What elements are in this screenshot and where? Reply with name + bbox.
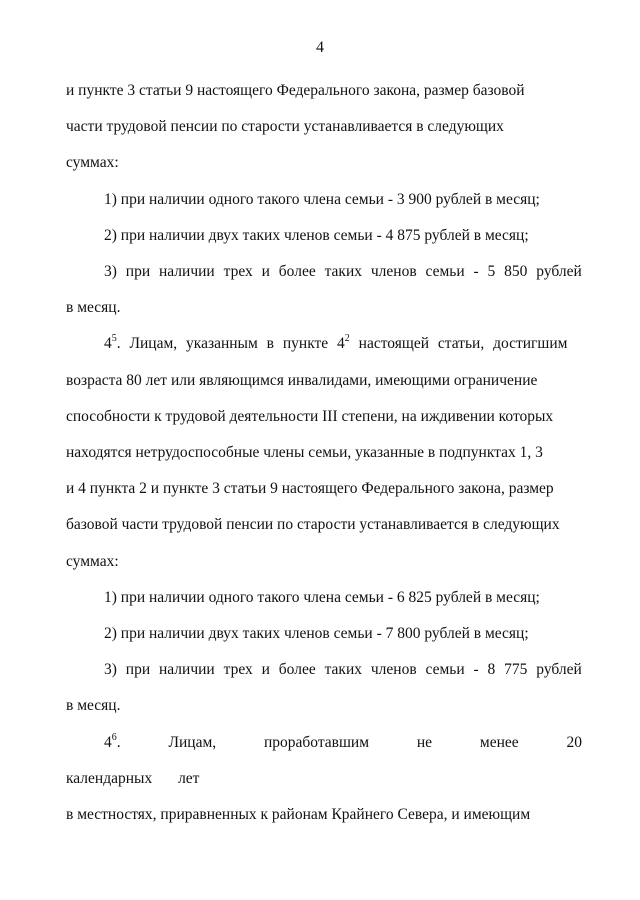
paragraph-heading-line: [66, 725, 582, 797]
list-item: 3) при наличии трех и более таких членов семьи - 8 775 рублей: [104, 661, 582, 679]
paragraph-line: и 4 пункта 2 и пункте 3 статьи 9 настоящего Федерального закона, размер: [66, 480, 554, 498]
list-item: 1) при наличии одного такого члена семьи - 6 825 рублей в месяц;: [104, 588, 540, 606]
paragraph-line: суммах:: [66, 154, 119, 172]
paragraph-text: . Лицам, проработавшим не менее 20 календарных лет: [66, 733, 582, 787]
paragraph-number: 4: [104, 335, 112, 353]
paragraph-number-superscript: 6: [111, 731, 117, 743]
paragraph-number-superscript: 5: [111, 333, 117, 345]
paragraph-line: в местностях, приравненных к районам Крайнего Севера, и имеющим: [66, 806, 531, 824]
reference-superscript: 2: [344, 333, 350, 345]
paragraph-line: возраста 80 лет или являющимся инвалидами, имеющими ограничение: [66, 371, 538, 389]
list-item-tail: в месяц.: [66, 697, 121, 715]
document-body: [66, 73, 582, 833]
list-item: 3) при наличии трех и более таких членов семьи - 5 850 рублей: [104, 263, 582, 281]
list-item: 2) при наличии двух таких членов семьи - 7 800 рублей в месяц;: [104, 625, 529, 643]
paragraph-number: 4: [104, 733, 112, 751]
paragraph-line: суммах:: [66, 552, 119, 570]
paragraph-line: и пункте 3 статьи 9 настоящего Федерального закона, размер базовой: [66, 82, 525, 99]
list-item-tail: в месяц.: [66, 299, 121, 317]
paragraph-line: части трудовой пенсии по старости устанавливается в следующих: [66, 118, 504, 136]
paragraph-text: . Лицам, указанным в пункте 4: [116, 335, 345, 353]
paragraph-line: способности к трудовой деятельности III степени, на иждивении которых: [66, 407, 554, 425]
paragraph-line: находятся нетрудоспособные члены семьи, указанные в подпунктах 1, 3: [66, 444, 543, 462]
paragraph-text: настоящей статьи, достигшим: [349, 335, 568, 353]
list-item: 1) при наличии одного такого члена семьи - 3 900 рублей в месяц;: [104, 190, 540, 208]
page-number: 4: [316, 39, 324, 56]
paragraph-line: базовой части трудовой пенсии по старости устанавливается в следующих: [66, 516, 560, 534]
list-item: 2) при наличии двух таких членов семьи - 4 875 рублей в месяц;: [104, 226, 529, 244]
paragraph-heading-line: [66, 326, 582, 362]
